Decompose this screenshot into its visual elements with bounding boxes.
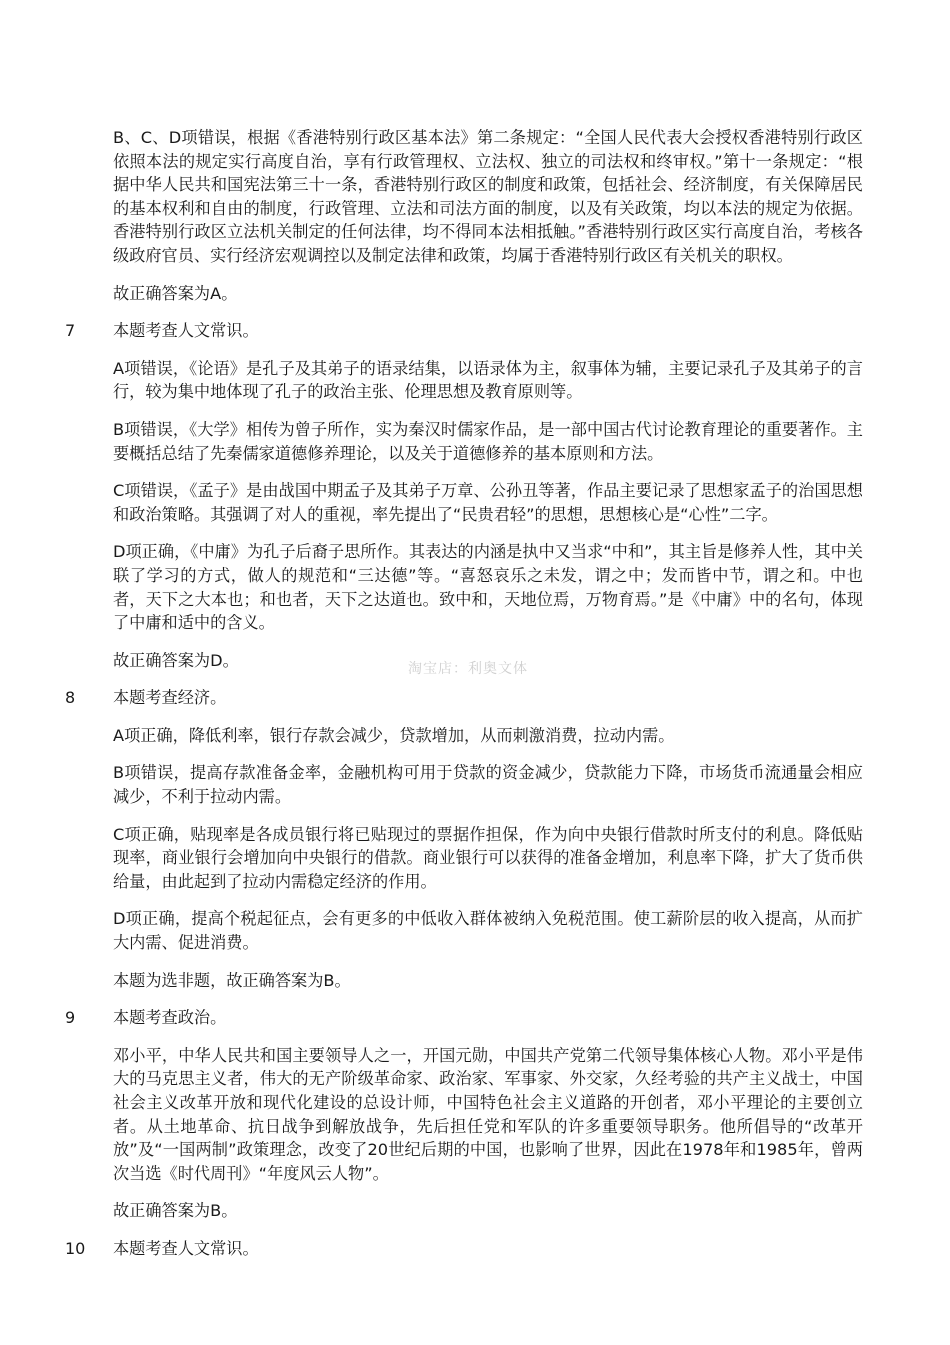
question-7-option-b: B项错误，《大学》相传为曾子所作，实为秦汉时儒家作品，是一部中国古代讨论教育理论的重要著作。主要概括总结了先秦儒家道德修养理论，以及关于道德修养的基本原则和方法。 (113, 419, 863, 463)
question-topic: 本题考查政治。 (113, 1008, 227, 1028)
question-7-topic (65, 319, 863, 343)
question-9-topic (65, 1006, 863, 1030)
continuation-paragraph: B、C、D项错误，根据《香港特别行政区基本法》第二条规定：“全国人民代表大会授权香港特别行政区依照本法的规定实行高度自治，享有行政管理权、立法权、独立的司法权和终审权。”第十一条规定：“根据中华人民共和国宪法第三十一条，香港特别行政区的制度和政策，包括社会、经济制度，有关保障居民的基本权利和自由的制度，行政管理、立法和司法方面的制度，以及有关政策，均以本法的规定为依据。香港特别行政区立法机关制定的任何法律，均不得同本法相抵触。”香港特别行政区实行高度自治，考核各级政府官员、实行经济宏观调控以及制定法律和政策，均属于香港特别行政区有关机关的职权。 (113, 128, 863, 265)
question-8-option-b: B项错误，提高存款准备金率，金融机构可用于贷款的资金减少，贷款能力下降，市场货币流通量会相应减少，不利于拉动内需。 (113, 763, 863, 807)
question-8-answer: 本题为选非题，故正确答案为B。 (113, 970, 351, 990)
question-number: 10 (65, 1238, 86, 1258)
question-8-topic (65, 686, 863, 710)
watermark: 淘宝店：利奥文体 (408, 661, 528, 677)
question-number: 8 (65, 688, 76, 708)
question-10-topic (65, 1237, 863, 1261)
question-7-option-c: C项错误，《孟子》是由战国中期孟子及其弟子万章、公孙丑等著，作品主要记录了思想家孟子的治国思想和政治策略。其强调了对人的重视，率先提出了“民贵君轻”的思想，思想核心是“心性”二字。 (113, 481, 863, 524)
question-8-option-d: D项正确，提高个税起征点，会有更多的中低收入群体被纳入免税范围。使工薪阶层的收入提高，从而扩大内需、促进消费。 (113, 909, 863, 953)
question-9-answer: 故正确答案为B。 (113, 1201, 238, 1221)
continuation-answer: 故正确答案为A。 (113, 283, 238, 303)
question-number: 7 (65, 321, 76, 341)
question-7-answer: 故正确答案为D。 (113, 650, 239, 670)
question-8-option-c: C项正确，贴现率是各成员银行将已贴现过的票据作担保，作为向中央银行借款时所支付的利息。降低贴现率，商业银行会增加向中央银行的借款。商业银行可以获得的准备金增加，利息率下降，扩大了货币供给量，由此起到了拉动内需稳定经济的作用。 (113, 824, 863, 891)
question-8-option-a: A项正确，降低利率，银行存款会减少，贷款增加，从而刺激消费，拉动内需。 (113, 725, 675, 745)
question-9-explanation: 邓小平，中华人民共和国主要领导人之一，开国元勋，中国共产党第二代领导集体核心人物。邓小平是伟大的马克思主义者，伟大的无产阶级革命家、政治家、军事家、外交家，久经考验的共产主义战士，中国社会主义改革开放和现代化建设的总设计师，中国特色社会主义道路的开创者，邓小平理论的主要创立者。从土地革命、抗日战争到解放战争，先后担任党和军队的许多重要领导职务。他所倡导的“改革开放”及“一国两制”政策理念，改变了20世纪后期的中国，也影响了世界，因此在1978年和1985年，曾两次当选《时代周刊》“年度风云人物”。 (113, 1045, 863, 1183)
question-number: 9 (65, 1008, 76, 1028)
question-7-option-a: A项错误，《论语》是孔子及其弟子的语录结集，以语录体为主，叙事体为辅，主要记录孔子及其弟子的言行，较为集中地体现了孔子的政治主张、伦理思想及教育原则等。 (113, 358, 863, 402)
question-topic: 本题考查经济。 (113, 688, 227, 708)
question-topic: 本题考查人文常识。 (113, 321, 259, 341)
answer-explanations (0, 126, 950, 1275)
question-7-option-d: D项正确，《中庸》为孔子后裔子思所作。其表达的内涵是执中又当求“中和”，其主旨是修养人性，其中关联了学习的方式，做人的规范和“三达德”等。“喜怒哀乐之未发，谓之中；发而皆中节，谓之和。中也者，天下之大本也；和也者，天下之达道也。致中和，天地位焉，万物育焉。”是《中庸》中的名句，体现了中庸和适中的含义。 (113, 542, 863, 633)
question-topic: 本题考查人文常识。 (113, 1238, 259, 1258)
